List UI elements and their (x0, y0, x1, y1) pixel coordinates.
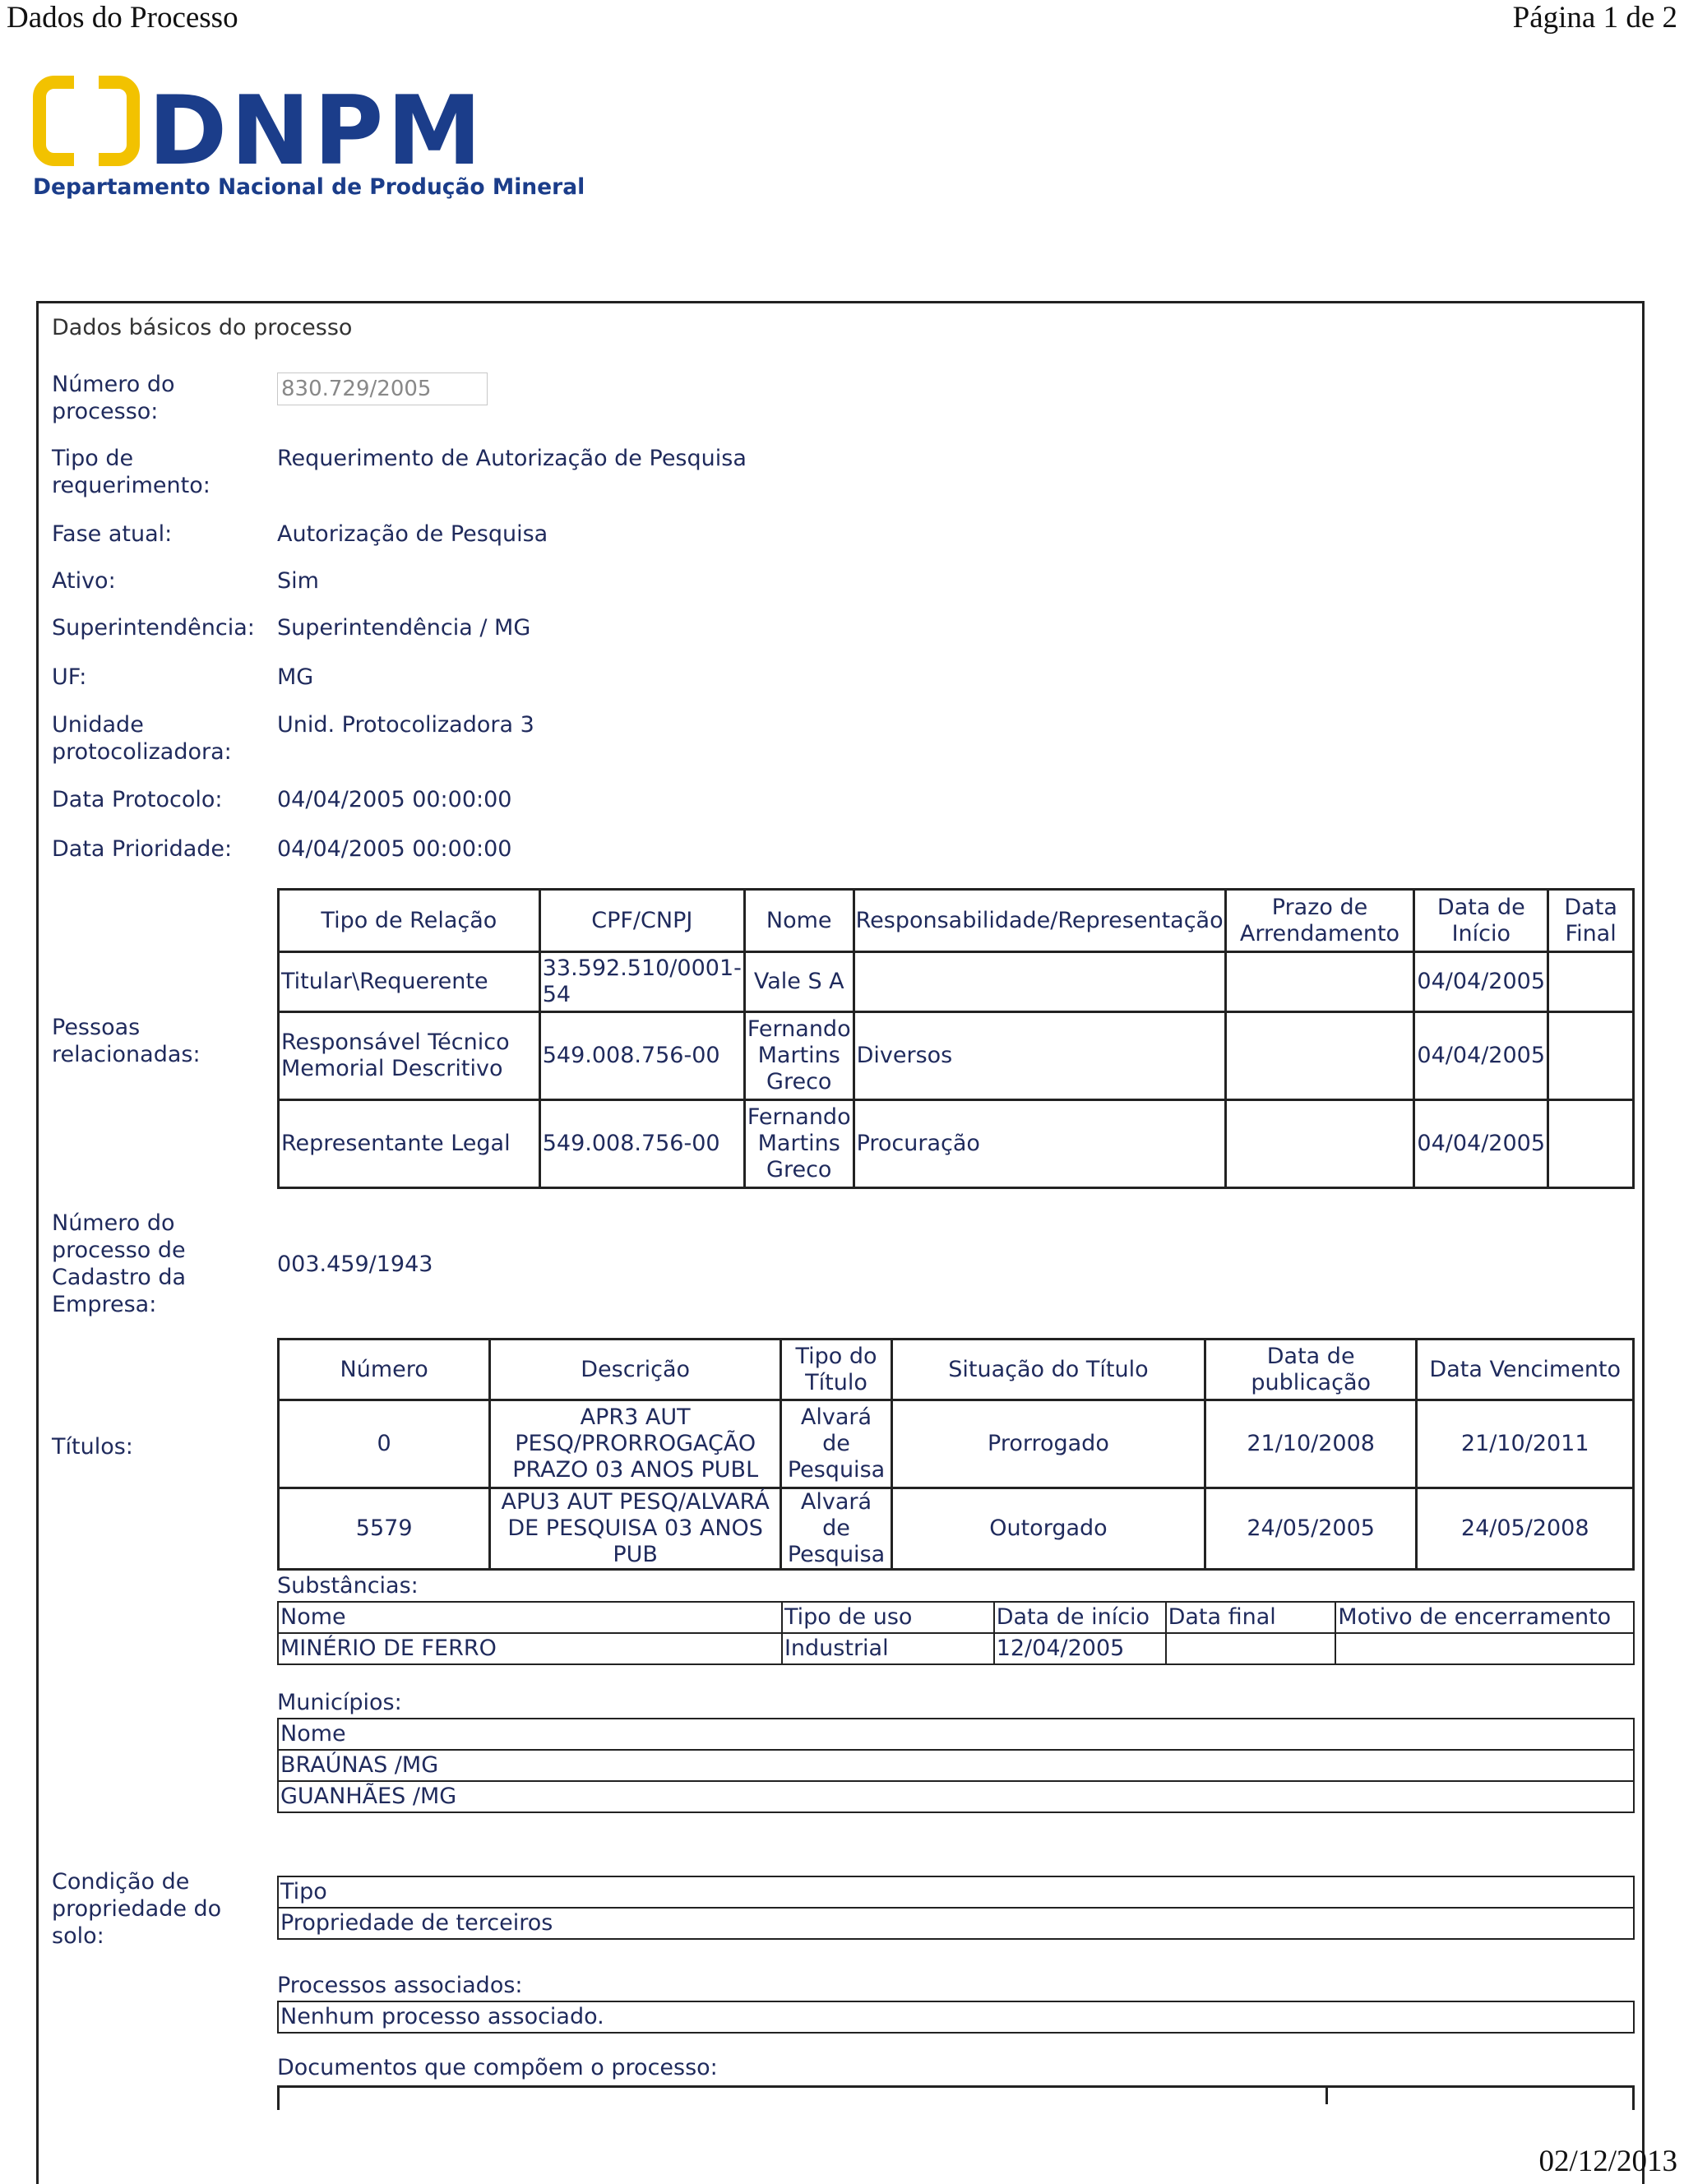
table-cell (854, 952, 1225, 1012)
table-cell: 24/05/2005 (1205, 1488, 1417, 1570)
titulos-header: Data de publicação (1205, 1340, 1417, 1400)
substancias-header: Data final (1166, 1602, 1336, 1633)
table-cell: APU3 AUT PESQ/ALVARÁ DE PESQUISA 03 ANOS PUB (490, 1488, 781, 1570)
table-cell (1225, 1012, 1414, 1100)
substancias-header: Nome (278, 1602, 782, 1633)
table-cell: APR3 AUT PESQ/PRORROGAÇÃO PRAZO 03 ANOS PUBL (490, 1400, 781, 1488)
table-cell: Diversos (854, 1012, 1225, 1100)
superintendencia-value: Superintendência / MG (277, 615, 531, 641)
substancias-header: Data de início (994, 1602, 1166, 1633)
table-cell: Nenhum processo associado. (278, 2001, 1634, 2033)
table-cell: 549.008.756-00 (539, 1012, 744, 1100)
titulos-header-row (279, 1340, 1634, 1400)
table-cell: Alvará de Pesquisa (781, 1400, 892, 1488)
titulos-header: Tipo do Título (781, 1340, 892, 1400)
pessoas-header-row (279, 890, 1634, 952)
data-protocolo-label: Data Protocolo: (52, 787, 223, 812)
table-cell: MINÉRIO DE FERRO (278, 1633, 782, 1664)
pessoas-header: Data Final (1548, 890, 1634, 952)
table-cell: 0 (279, 1400, 490, 1488)
unidade-value: Unid. Protocolizadora 3 (277, 712, 534, 738)
pessoas-header: CPF/CNPJ (539, 890, 744, 952)
table-row (278, 1908, 1634, 1939)
municipios-header: Nome (278, 1719, 1634, 1750)
municipios-header-row (278, 1719, 1634, 1750)
substancias-header: Motivo de encerramento (1335, 1602, 1634, 1633)
table-cell (1166, 1633, 1336, 1664)
table-cell: 04/04/2005 (1414, 1100, 1548, 1188)
municipios-table (277, 1718, 1635, 1813)
substancias-header-row (278, 1602, 1634, 1633)
table-cell: Fernando Martins Greco (744, 1012, 854, 1100)
dnpm-logo (33, 76, 585, 207)
table-row (279, 1100, 1634, 1188)
table-cell: Titular\Requerente (279, 952, 540, 1012)
pessoas-table (277, 888, 1635, 1189)
cadastro-label: Número do processo de Cadastro da Empresa: (52, 1210, 187, 1317)
unidade-label: Unidade protocolizadora: (52, 712, 232, 765)
table-cell: Vale S A (744, 952, 854, 1012)
table-row (279, 952, 1634, 1012)
condicao-label: Condição de propriedade do solo: (52, 1869, 222, 1949)
table-cell: Prorrogado (891, 1400, 1205, 1488)
table-cell (1548, 952, 1634, 1012)
ativo-value: Sim (277, 568, 319, 594)
pessoas-header: Responsabilidade/Representação (854, 890, 1225, 952)
titulos-header: Descrição (490, 1340, 781, 1400)
section-title: Dados básicos do processo (52, 315, 353, 340)
condicao-table (277, 1876, 1635, 1940)
table-row (279, 1012, 1634, 1100)
titulos-header: Número (279, 1340, 490, 1400)
table-row (279, 1400, 1634, 1488)
documentos-caption: Documentos que compõem o processo: (277, 2055, 718, 2080)
table-cell (1335, 1633, 1634, 1664)
titulos-header: Data Vencimento (1417, 1340, 1634, 1400)
substancias-caption: Substâncias: (277, 1573, 419, 1599)
table-row (278, 1750, 1634, 1781)
table-cell: 33.592.510/0001-54 (539, 952, 744, 1012)
table-cell: Representante Legal (279, 1100, 540, 1188)
table-cell: Responsável Técnico Memorial Descritivo (279, 1012, 540, 1100)
table-cell (1225, 1100, 1414, 1188)
table-cell: Industrial (782, 1633, 994, 1664)
titulos-header: Situação do Título (891, 1340, 1205, 1400)
data-prioridade-label: Data Prioridade: (52, 836, 233, 862)
table-cell: Outorgado (891, 1488, 1205, 1570)
page-header-title: Dados do Processo (7, 1, 238, 35)
fase-atual-value: Autorização de Pesquisa (277, 521, 548, 547)
dnpm-logo-square-icon (33, 76, 140, 166)
pessoas-header: Prazo de Arrendamento (1225, 890, 1414, 952)
table-cell: BRAÚNAS /MG (278, 1750, 1634, 1781)
table-row (278, 1781, 1634, 1812)
superintendencia-label: Superintendência: (52, 615, 255, 641)
table-cell: 549.008.756-00 (539, 1100, 744, 1188)
titulos-table (277, 1338, 1635, 1571)
fase-atual-label: Fase atual: (52, 521, 173, 547)
table-cell: Procuração (854, 1100, 1225, 1188)
cadastro-value: 003.459/1943 (277, 1252, 433, 1277)
pessoas-header: Tipo de Relação (279, 890, 540, 952)
page-indicator: Página 1 de 2 (1512, 1, 1677, 35)
uf-value: MG (277, 664, 314, 690)
table-cell (1548, 1012, 1634, 1100)
numero-processo-input[interactable] (277, 372, 488, 405)
logo-subtitle: Departamento Nacional de Produção Mineral (33, 174, 585, 200)
data-protocolo-value: 04/04/2005 00:00:00 (277, 787, 512, 812)
table-cell (1225, 952, 1414, 1012)
table-cell: 24/05/2008 (1417, 1488, 1634, 1570)
table-cell: 21/10/2011 (1417, 1400, 1634, 1488)
table-row (278, 2001, 1634, 2033)
table-row (279, 1488, 1634, 1570)
documentos-table-top (277, 2085, 1635, 2110)
process-details-panel (36, 301, 1645, 2184)
processos-associados-caption: Processos associados: (277, 1973, 523, 1998)
logo-wordmark: DNPM (148, 76, 485, 187)
footer-date: 02/12/2013 (1538, 2145, 1677, 2178)
municipios-caption: Municípios: (277, 1690, 402, 1715)
documentos-column-divider (1325, 2088, 1328, 2104)
pessoas-label: Pessoas relacionadas: (52, 1015, 201, 1067)
titulos-label: Títulos: (52, 1434, 133, 1460)
condicao-header: Tipo (278, 1876, 1634, 1908)
pessoas-header: Data de Início (1414, 890, 1548, 952)
table-cell: 21/10/2008 (1205, 1400, 1417, 1488)
table-cell: 04/04/2005 (1414, 1012, 1548, 1100)
table-cell: Propriedade de terceiros (278, 1908, 1634, 1939)
pessoas-header: Nome (744, 890, 854, 952)
uf-label: UF: (52, 664, 87, 690)
table-cell: 12/04/2005 (994, 1633, 1166, 1664)
data-prioridade-value: 04/04/2005 00:00:00 (277, 836, 512, 862)
processos-associados-table (277, 2001, 1635, 2034)
substancias-table (277, 1601, 1635, 1665)
table-cell: 04/04/2005 (1414, 952, 1548, 1012)
tipo-requerimento-value: Requerimento de Autorização de Pesquisa (277, 446, 747, 471)
ativo-label: Ativo: (52, 568, 116, 594)
table-cell: GUANHÃES /MG (278, 1781, 1634, 1812)
table-cell (1548, 1100, 1634, 1188)
table-cell: Fernando Martins Greco (744, 1100, 854, 1188)
table-cell: Alvará de Pesquisa (781, 1488, 892, 1570)
table-cell: 5579 (279, 1488, 490, 1570)
condicao-header-row (278, 1876, 1634, 1908)
substancias-header: Tipo de uso (782, 1602, 994, 1633)
table-row (278, 1633, 1634, 1664)
tipo-requerimento-label: Tipo de requerimento: (52, 446, 210, 498)
numero-processo-label: Número do processo: (52, 372, 175, 424)
